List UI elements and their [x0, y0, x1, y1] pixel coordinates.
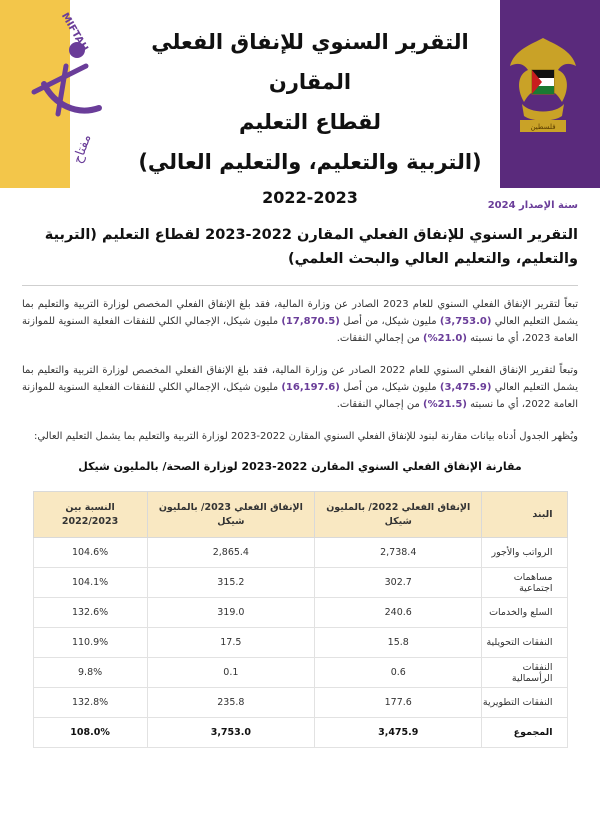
table-row [33, 628, 567, 658]
cell-2022: 15.8 [315, 628, 482, 658]
cell-2022: 2,738.4 [315, 538, 482, 568]
cell-2023: 17.5 [147, 628, 314, 658]
cell-ratio: 9.8% [33, 658, 147, 688]
cell-ratio: 108.0% [33, 718, 147, 748]
report-title-block [130, 22, 490, 207]
cell-2023: 3,753.0 [147, 718, 314, 748]
cell-2022: 302.7 [315, 568, 482, 598]
table-header-row [33, 492, 567, 538]
table-row [33, 658, 567, 688]
cell-item: مساهمات اجتماعية [482, 568, 567, 598]
cell-item: المجموع [482, 718, 567, 748]
cell-ratio: 110.9% [33, 628, 147, 658]
table-caption: مقارنة الإنفاق الفعلي السنوي المقارن 2022-2023 لوزارة الصحة/ بالمليون شيكل [78, 460, 522, 473]
cell-item: النفقات التحويلية [482, 628, 567, 658]
table-row [33, 538, 567, 568]
cell-ratio: 132.6% [33, 598, 147, 628]
cell-2022: 177.6 [315, 688, 482, 718]
highlight-value: (21.0%) [423, 333, 467, 344]
header-ratio: النسبة بين 2022/2023 [33, 492, 147, 538]
svg-text:MIFTAH: MIFTAH [58, 11, 90, 54]
highlight-value: (3,753.0) [439, 316, 492, 327]
report-body [22, 200, 578, 748]
report-title-line-1: التقرير السنوي للإنفاق الفعلي المقارن [151, 30, 469, 94]
cell-2023: 319.0 [147, 598, 314, 628]
cell-2023: 315.2 [147, 568, 314, 598]
table-total-row [33, 718, 567, 748]
table-row [33, 568, 567, 598]
svg-text:مفتاح: مفتاح [70, 132, 95, 166]
cell-ratio: 132.8% [33, 688, 147, 718]
document-title: التقرير السنوي للإنفاق الفعلي المقارن 2022-2023 لقطاع التعليم (التربية والتعليم، والتعليم العالي والبحث العلمي) [44, 227, 578, 267]
cell-item: الرواتب والأجور [482, 538, 567, 568]
cell-2023: 0.1 [147, 658, 314, 688]
highlight-value: (21.5%) [423, 399, 467, 410]
cell-2023: 2,865.4 [147, 538, 314, 568]
svg-text:فلسطين: فلسطين [530, 123, 556, 131]
cell-item: النفقات التطويرية [482, 688, 567, 718]
highlight-value: (3,475.9) [439, 382, 492, 393]
cell-2022: 240.6 [315, 598, 482, 628]
release-year-label: سنة الإصدار 2024 [487, 200, 578, 211]
report-year: 2022-2023 [262, 188, 358, 207]
paragraph-2023: تبعاً لتقرير الإنفاق الفعلي السنوي للعام 2023 الصادر عن وزارة المالية، فقد بلغ الإنفاق الفعلي المخصص لوزارة التربية والتعليم بما يشمل التعليم العالي (3,753.0) مليون شيكل، من أصل (17,870.5) مليون شيكل، الإجمالي الكلي للنفقات الفعلية السنوية للموازنة العامة 2023، أي ما نسبته (21.0%) من إجمالي النفقات. [22, 299, 579, 344]
report-title-line-2: لقطاع التعليم [238, 110, 382, 134]
divider [22, 285, 578, 286]
cell-2023: 235.8 [147, 688, 314, 718]
table-row [33, 688, 567, 718]
cell-2022: 0.6 [315, 658, 482, 688]
header-item: البند [482, 492, 567, 538]
cell-item: السلع والخدمات [482, 598, 567, 628]
expenditure-comparison-table [33, 491, 568, 748]
header-2022: الإنفاق الفعلي 2022/ بالمليون شيكل [315, 492, 482, 538]
cell-ratio: 104.6% [33, 538, 147, 568]
palestine-emblem [504, 30, 582, 140]
miftah-logo [14, 11, 124, 166]
header-2023: الإنفاق الفعلي 2023/ بالمليون شيكل [147, 492, 314, 538]
cell-ratio: 104.1% [33, 568, 147, 598]
table-row [33, 598, 567, 628]
highlight-value: (16,197.6) [281, 382, 340, 393]
paragraph-table-intro: ويُظهر الجدول أدناه بيانات مقارنة لبنود للإنفاق الفعلي السنوي المقارن 2022-2023 لوزارة التربية والتعليم بما يشمل التعليم العالي: [34, 431, 578, 442]
highlight-value: (17,870.5) [281, 316, 340, 327]
report-title-line-3: (التربية والتعليم، والتعليم العالي) [138, 150, 482, 174]
cell-item: النفقات الرأسمالية [482, 658, 567, 688]
paragraph-2022: وتبعاً لتقرير الإنفاق الفعلي السنوي للعام 2022 الصادر عن وزارة المالية، فقد بلغ الإنفاق الفعلي المخصص لوزارة التربية والتعليم بما يشمل التعليم العالي (3,475.9) مليون شيكل، من أصل (16,197.6) مليون شيكل، الإجمالي الكلي للنفقات الفعلية السنوية للموازنة العامة 2022، أي ما نسبته (21.5%) من إجمالي النفقات. [22, 365, 579, 410]
cell-2022: 3,475.9 [315, 718, 482, 748]
